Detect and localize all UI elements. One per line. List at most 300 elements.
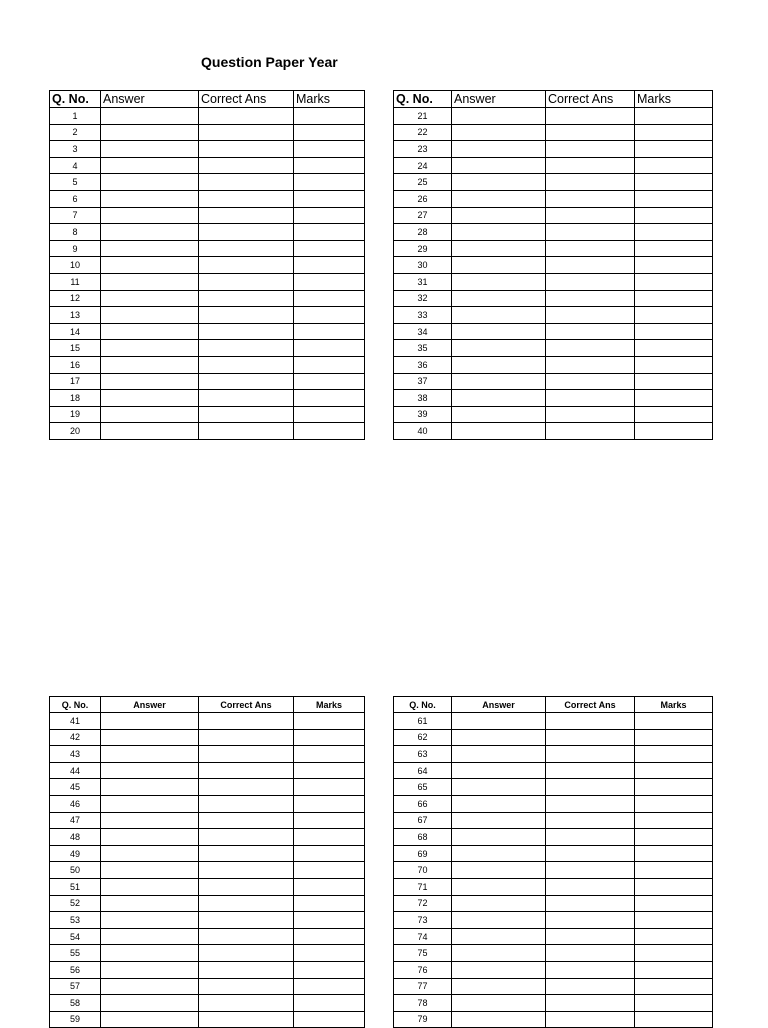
answer-cell — [101, 978, 199, 995]
correct-ans-header: Correct Ans — [199, 91, 294, 108]
correct-ans-cell — [199, 423, 294, 440]
table-row — [50, 340, 365, 357]
correct-ans-cell — [199, 746, 294, 763]
question-number-cell: 47 — [50, 812, 101, 829]
correct-ans-cell — [546, 978, 635, 995]
answer-cell — [452, 779, 546, 796]
question-number-cell: 40 — [394, 423, 452, 440]
marks-cell — [635, 895, 713, 912]
table-row — [394, 141, 713, 158]
table-row — [394, 423, 713, 440]
answer-cell — [101, 157, 199, 174]
marks-cell — [635, 307, 713, 324]
correct-ans-cell — [546, 945, 635, 962]
marks-cell — [635, 356, 713, 373]
correct-ans-cell — [546, 912, 635, 929]
marks-cell — [294, 157, 365, 174]
correct-ans-cell — [199, 157, 294, 174]
table-row — [50, 762, 365, 779]
table-row — [394, 224, 713, 241]
question-number-cell: 39 — [394, 406, 452, 423]
table-row — [394, 273, 713, 290]
table-row — [50, 713, 365, 730]
table-row — [394, 928, 713, 945]
correct-ans-cell — [546, 290, 635, 307]
marks-cell — [635, 1011, 713, 1028]
question-number-cell: 70 — [394, 862, 452, 879]
q-no-header: Q. No. — [50, 91, 101, 108]
answer-cell — [101, 423, 199, 440]
question-number-cell: 29 — [394, 240, 452, 257]
answer-cell — [101, 273, 199, 290]
correct-ans-cell — [199, 323, 294, 340]
answer-header: Answer — [101, 91, 199, 108]
answer-cell — [452, 729, 546, 746]
answer-cell — [101, 190, 199, 207]
question-number-cell: 55 — [50, 945, 101, 962]
correct-ans-cell — [546, 356, 635, 373]
answer-cell — [452, 795, 546, 812]
answer-cell — [101, 174, 199, 191]
table-row — [50, 862, 365, 879]
correct-ans-cell — [546, 713, 635, 730]
answer-cell — [101, 356, 199, 373]
answer-cell — [452, 762, 546, 779]
answer-cell — [101, 845, 199, 862]
question-number-cell: 58 — [50, 995, 101, 1012]
question-number-cell: 44 — [50, 762, 101, 779]
answer-cell — [101, 812, 199, 829]
table-row — [394, 340, 713, 357]
table-row — [50, 812, 365, 829]
answer-cell — [101, 928, 199, 945]
question-number-cell: 10 — [50, 257, 101, 274]
correct-ans-cell — [546, 307, 635, 324]
question-number-cell: 23 — [394, 141, 452, 158]
answer-cell — [452, 124, 546, 141]
marks-cell — [635, 323, 713, 340]
table-row — [50, 928, 365, 945]
table-row — [394, 862, 713, 879]
answer-cell — [452, 373, 546, 390]
correct-ans-cell — [199, 779, 294, 796]
correct-ans-cell — [546, 174, 635, 191]
answer-cell — [101, 878, 199, 895]
answer-header: Answer — [452, 91, 546, 108]
answer-cell — [101, 108, 199, 125]
table-row — [394, 257, 713, 274]
answer-cell — [452, 862, 546, 879]
correct-ans-cell — [546, 224, 635, 241]
correct-ans-cell — [199, 762, 294, 779]
marks-cell — [294, 713, 365, 730]
answer-table-3 — [49, 696, 365, 1028]
table-row — [394, 945, 713, 962]
answer-cell — [452, 340, 546, 357]
answer-cell — [452, 141, 546, 158]
question-number-cell: 65 — [394, 779, 452, 796]
marks-cell — [635, 862, 713, 879]
question-number-cell: 75 — [394, 945, 452, 962]
marks-cell — [635, 224, 713, 241]
correct-ans-cell — [199, 307, 294, 324]
table-row — [394, 373, 713, 390]
table-row — [50, 829, 365, 846]
correct-ans-cell — [199, 290, 294, 307]
question-number-cell: 59 — [50, 1011, 101, 1028]
table-row — [50, 124, 365, 141]
marks-cell — [635, 878, 713, 895]
table-row — [394, 895, 713, 912]
marks-cell — [635, 746, 713, 763]
question-number-cell: 31 — [394, 273, 452, 290]
answer-cell — [452, 307, 546, 324]
answer-cell — [452, 406, 546, 423]
question-number-cell: 6 — [50, 190, 101, 207]
correct-ans-cell — [546, 406, 635, 423]
question-number-cell: 5 — [50, 174, 101, 191]
marks-cell — [294, 406, 365, 423]
marks-cell — [294, 224, 365, 241]
table-row — [50, 845, 365, 862]
question-number-cell: 7 — [50, 207, 101, 224]
question-number-cell: 37 — [394, 373, 452, 390]
answer-cell — [452, 961, 546, 978]
correct-ans-cell — [199, 895, 294, 912]
table-row — [50, 895, 365, 912]
answer-cell — [452, 829, 546, 846]
table-row — [50, 108, 365, 125]
answer-cell — [101, 307, 199, 324]
table-row — [394, 108, 713, 125]
answer-cell — [452, 978, 546, 995]
correct-ans-cell — [546, 812, 635, 829]
marks-cell — [635, 190, 713, 207]
marks-header: Marks — [294, 91, 365, 108]
table-row — [50, 273, 365, 290]
table-row — [394, 157, 713, 174]
correct-ans-cell — [546, 390, 635, 407]
marks-cell — [294, 423, 365, 440]
table-row — [50, 141, 365, 158]
correct-ans-cell — [199, 406, 294, 423]
marks-cell — [294, 124, 365, 141]
correct-ans-cell — [546, 746, 635, 763]
table-row — [50, 157, 365, 174]
marks-cell — [635, 845, 713, 862]
marks-cell — [635, 390, 713, 407]
table-row — [50, 1011, 365, 1028]
answer-cell — [101, 124, 199, 141]
question-number-cell: 1 — [50, 108, 101, 125]
marks-cell — [294, 845, 365, 862]
answer-cell — [452, 157, 546, 174]
marks-cell — [294, 190, 365, 207]
table-row — [394, 795, 713, 812]
correct-ans-header: Correct Ans — [546, 697, 635, 713]
question-number-cell: 3 — [50, 141, 101, 158]
page-title: Question Paper Year — [201, 54, 338, 70]
table-row — [394, 356, 713, 373]
question-number-cell: 62 — [394, 729, 452, 746]
answer-cell — [101, 895, 199, 912]
correct-ans-cell — [546, 373, 635, 390]
table-row — [50, 307, 365, 324]
table-row — [394, 290, 713, 307]
marks-cell — [294, 978, 365, 995]
correct-ans-cell — [546, 157, 635, 174]
table-row — [50, 729, 365, 746]
table-header-row — [50, 91, 365, 108]
table-row — [394, 124, 713, 141]
answer-cell — [101, 1011, 199, 1028]
correct-ans-cell — [199, 207, 294, 224]
marks-cell — [294, 762, 365, 779]
table-row — [394, 812, 713, 829]
correct-ans-cell — [199, 174, 294, 191]
table-row — [50, 795, 365, 812]
table-row — [394, 829, 713, 846]
question-number-cell: 12 — [50, 290, 101, 307]
table-header-row — [394, 91, 713, 108]
answer-cell — [101, 961, 199, 978]
correct-ans-cell — [199, 845, 294, 862]
table-row — [394, 174, 713, 191]
answer-cell — [101, 713, 199, 730]
correct-ans-cell — [546, 108, 635, 125]
correct-ans-cell — [546, 1011, 635, 1028]
question-number-cell: 14 — [50, 323, 101, 340]
correct-ans-cell — [546, 190, 635, 207]
marks-cell — [294, 995, 365, 1012]
correct-ans-cell — [199, 108, 294, 125]
marks-cell — [294, 340, 365, 357]
question-number-cell: 45 — [50, 779, 101, 796]
q-no-header: Q. No. — [50, 697, 101, 713]
table-header-row — [394, 697, 713, 713]
marks-cell — [294, 779, 365, 796]
table-row — [50, 390, 365, 407]
table-row — [394, 878, 713, 895]
table-row — [394, 390, 713, 407]
marks-cell — [294, 390, 365, 407]
marks-cell — [635, 995, 713, 1012]
correct-ans-cell — [199, 862, 294, 879]
answer-cell — [452, 945, 546, 962]
table-row — [50, 356, 365, 373]
answer-cell — [452, 290, 546, 307]
correct-ans-cell — [546, 779, 635, 796]
question-number-cell: 9 — [50, 240, 101, 257]
table-row — [50, 945, 365, 962]
question-number-cell: 34 — [394, 323, 452, 340]
correct-ans-cell — [546, 795, 635, 812]
marks-cell — [294, 1011, 365, 1028]
marks-cell — [635, 779, 713, 796]
correct-ans-cell — [199, 713, 294, 730]
answer-table-1 — [49, 90, 365, 440]
table-row — [50, 912, 365, 929]
answer-cell — [452, 190, 546, 207]
marks-cell — [635, 257, 713, 274]
marks-cell — [294, 862, 365, 879]
question-number-cell: 20 — [50, 423, 101, 440]
marks-header: Marks — [635, 697, 713, 713]
table-row — [50, 257, 365, 274]
answer-cell — [452, 390, 546, 407]
question-number-cell: 78 — [394, 995, 452, 1012]
question-number-cell: 74 — [394, 928, 452, 945]
answer-cell — [452, 928, 546, 945]
marks-cell — [635, 273, 713, 290]
answer-cell — [452, 323, 546, 340]
table-row — [50, 406, 365, 423]
question-number-cell: 48 — [50, 829, 101, 846]
question-number-cell: 21 — [394, 108, 452, 125]
marks-cell — [294, 207, 365, 224]
answer-cell — [101, 141, 199, 158]
question-number-cell: 68 — [394, 829, 452, 846]
answer-cell — [452, 174, 546, 191]
answer-cell — [452, 878, 546, 895]
answer-cell — [452, 423, 546, 440]
question-number-cell: 53 — [50, 912, 101, 929]
correct-ans-cell — [546, 862, 635, 879]
answer-cell — [101, 257, 199, 274]
marks-cell — [294, 829, 365, 846]
marks-cell — [635, 945, 713, 962]
correct-ans-cell — [199, 257, 294, 274]
table-row — [394, 729, 713, 746]
table-row — [50, 323, 365, 340]
marks-cell — [635, 729, 713, 746]
marks-cell — [635, 157, 713, 174]
marks-cell — [294, 108, 365, 125]
answer-cell — [101, 829, 199, 846]
correct-ans-cell — [546, 961, 635, 978]
question-number-cell: 27 — [394, 207, 452, 224]
correct-ans-cell — [546, 207, 635, 224]
marks-cell — [635, 928, 713, 945]
marks-cell — [294, 729, 365, 746]
question-number-cell: 72 — [394, 895, 452, 912]
table-row — [50, 240, 365, 257]
correct-ans-cell — [199, 273, 294, 290]
correct-ans-cell — [546, 141, 635, 158]
table-row — [394, 961, 713, 978]
correct-ans-cell — [199, 224, 294, 241]
table-row — [50, 878, 365, 895]
answer-cell — [452, 1011, 546, 1028]
answer-cell — [452, 224, 546, 241]
table-row — [394, 978, 713, 995]
marks-cell — [294, 812, 365, 829]
marks-cell — [635, 108, 713, 125]
question-number-cell: 79 — [394, 1011, 452, 1028]
table-row — [394, 995, 713, 1012]
correct-ans-header: Correct Ans — [546, 91, 635, 108]
answer-cell — [101, 240, 199, 257]
correct-ans-cell — [546, 829, 635, 846]
marks-cell — [294, 746, 365, 763]
answer-cell — [452, 207, 546, 224]
correct-ans-cell — [199, 124, 294, 141]
question-number-cell: 71 — [394, 878, 452, 895]
correct-ans-cell — [199, 928, 294, 945]
question-number-cell: 15 — [50, 340, 101, 357]
question-number-cell: 2 — [50, 124, 101, 141]
question-number-cell: 38 — [394, 390, 452, 407]
correct-ans-cell — [199, 945, 294, 962]
marks-cell — [635, 340, 713, 357]
answer-cell — [452, 356, 546, 373]
marks-cell — [635, 240, 713, 257]
correct-ans-cell — [199, 1011, 294, 1028]
question-number-cell: 52 — [50, 895, 101, 912]
answer-cell — [101, 323, 199, 340]
correct-ans-cell — [546, 762, 635, 779]
marks-cell — [294, 141, 365, 158]
correct-ans-cell — [546, 257, 635, 274]
correct-ans-cell — [199, 240, 294, 257]
answer-cell — [101, 862, 199, 879]
question-number-cell: 19 — [50, 406, 101, 423]
table-row — [394, 713, 713, 730]
marks-cell — [635, 713, 713, 730]
marks-cell — [294, 307, 365, 324]
table-row — [50, 207, 365, 224]
correct-ans-cell — [199, 340, 294, 357]
correct-ans-cell — [199, 390, 294, 407]
table-row — [50, 779, 365, 796]
marks-cell — [635, 978, 713, 995]
marks-cell — [294, 323, 365, 340]
marks-cell — [294, 257, 365, 274]
answer-cell — [101, 995, 199, 1012]
table-row — [394, 190, 713, 207]
table-row — [394, 406, 713, 423]
table-row — [50, 174, 365, 191]
table-row — [50, 224, 365, 241]
table-row — [50, 961, 365, 978]
correct-ans-header: Correct Ans — [199, 697, 294, 713]
question-number-cell: 8 — [50, 224, 101, 241]
marks-cell — [635, 812, 713, 829]
correct-ans-cell — [546, 845, 635, 862]
correct-ans-cell — [199, 961, 294, 978]
marks-cell — [635, 290, 713, 307]
marks-cell — [635, 373, 713, 390]
question-number-cell: 76 — [394, 961, 452, 978]
correct-ans-cell — [199, 190, 294, 207]
question-number-cell: 18 — [50, 390, 101, 407]
table-row — [50, 423, 365, 440]
question-number-cell: 66 — [394, 795, 452, 812]
marks-cell — [294, 961, 365, 978]
answer-cell — [452, 273, 546, 290]
correct-ans-cell — [546, 323, 635, 340]
correct-ans-cell — [199, 795, 294, 812]
correct-ans-cell — [199, 829, 294, 846]
question-number-cell: 25 — [394, 174, 452, 191]
table-row — [50, 190, 365, 207]
marks-header: Marks — [635, 91, 713, 108]
correct-ans-cell — [546, 895, 635, 912]
question-number-cell: 77 — [394, 978, 452, 995]
correct-ans-cell — [199, 978, 294, 995]
marks-cell — [294, 356, 365, 373]
correct-ans-cell — [199, 356, 294, 373]
